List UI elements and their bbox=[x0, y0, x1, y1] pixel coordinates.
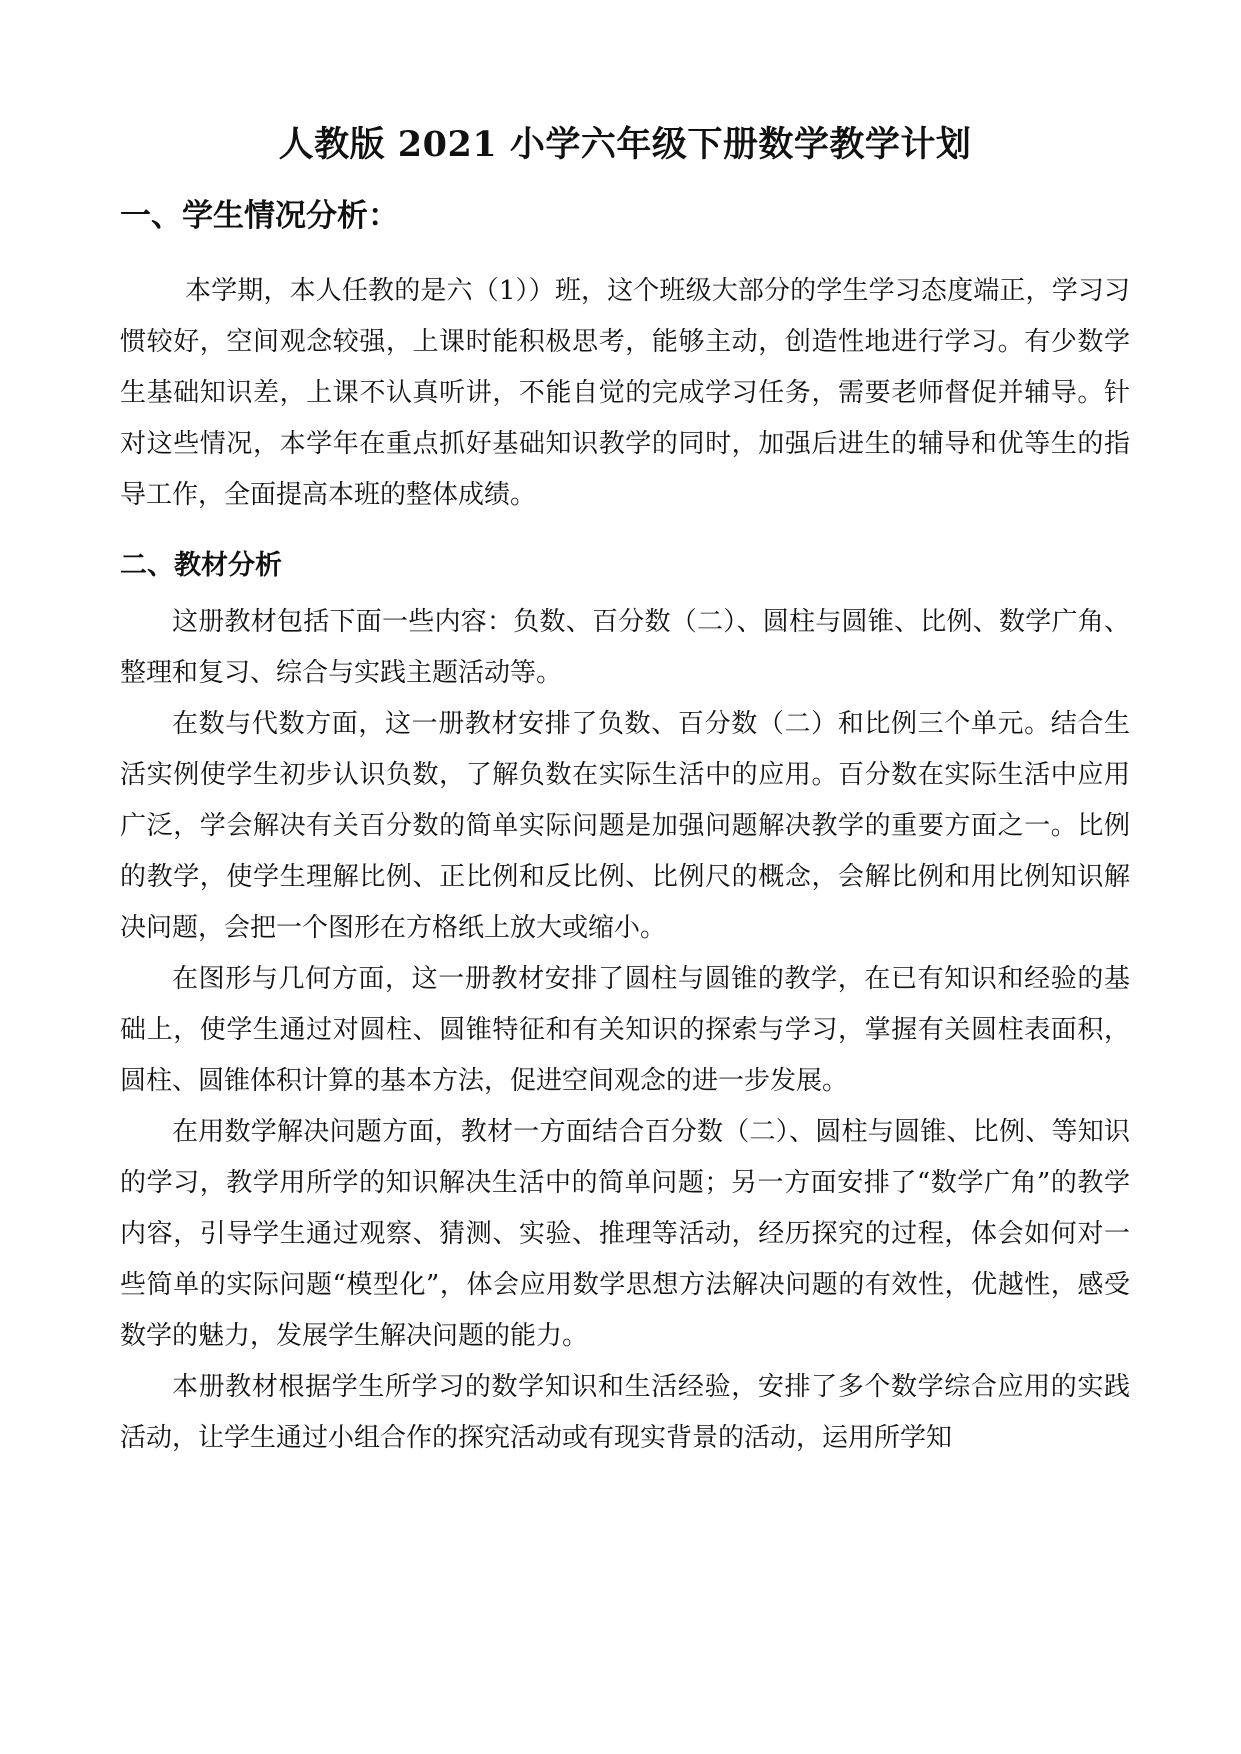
section-heading-textbook-analysis: 二、教材分析 bbox=[120, 550, 282, 581]
paragraph-problem-solving: 在用数学解决问题方面，教材一方面结合百分数（二）、圆柱与圆锥、比例、等知识的学习，教学用所学的知识解决生活中的简单问题；另一方面安排了“数学广角”的教学内容，引导学生通过观察、猜测、实验、推理等活动，经历探究的过程，体会如何对一些简单的实际问题“模型化”，体会应用数学思想方法解决问题的有效性，优越性，感受数学的魅力，发展学生解决问题的能力。 bbox=[120, 1117, 1130, 1351]
section-textbook-analysis bbox=[120, 539, 1130, 1464]
paragraph-number-algebra: 在数与代数方面，这一册教材安排了负数、百分数（二）和比例三个单元。结合生活实例使学生初步认识负数，了解负数在实际生活中的应用。百分数在实际生活中应用广泛，学会解决有关百分数的简单实际问题是加强问题解决教学的重要方面之一。比例的教学，使学生理解比例、正比例和反比例、比例尺的概念，会解比例和用比例知识解决问题，会把一个图形在方格纸上放大或缩小。 bbox=[120, 709, 1130, 943]
paragraph-textbook-contents: 这册教材包括下面一些内容：负数、百分数（二）、圆柱与圆锥、比例、数学广角、整理和复习、综合与实践主题活动等。 bbox=[120, 607, 1130, 688]
document-title: 人教版 2021 小学六年级下册数学教学计划 bbox=[278, 124, 972, 165]
section-heading-student-analysis: 一、学生情况分析： bbox=[120, 198, 399, 234]
paragraph-practice-activities: 本册教材根据学生所学习的数学知识和生活经验，安排了多个数学综合应用的实践活动，让学生通过小组合作的探究活动或有现实背景的活动，运用所学知 bbox=[120, 1372, 1130, 1453]
paragraph-student-analysis: 本学期，本人任教的是六（1））班，这个班级大部分的学生学习态度端正，学习习惯较好，空间观念较强，上课时能积极思考，能够主动，创造性地进行学习。有少数学生基础知识差，上课不认真听讲，不能自觉的完成学习任务，需要老师督促并辅导。针对这些情况，本学年在重点抓好基础知识教学的同时，加强后进生的辅导和优等生的指导工作，全面提高本班的整体成绩。 bbox=[120, 276, 1130, 510]
section-student-analysis bbox=[120, 184, 1130, 521]
document-page bbox=[120, 110, 1130, 1464]
paragraph-geometry: 在图形与几何方面，这一册教材安排了圆柱与圆锥的教学，在已有知识和经验的基础上，使学生通过对圆柱、圆锥特征和有关知识的探索与学习，掌握有关圆柱表面积，圆柱、圆锥体积计算的基本方法，促进空间观念的进一步发展。 bbox=[120, 964, 1130, 1096]
